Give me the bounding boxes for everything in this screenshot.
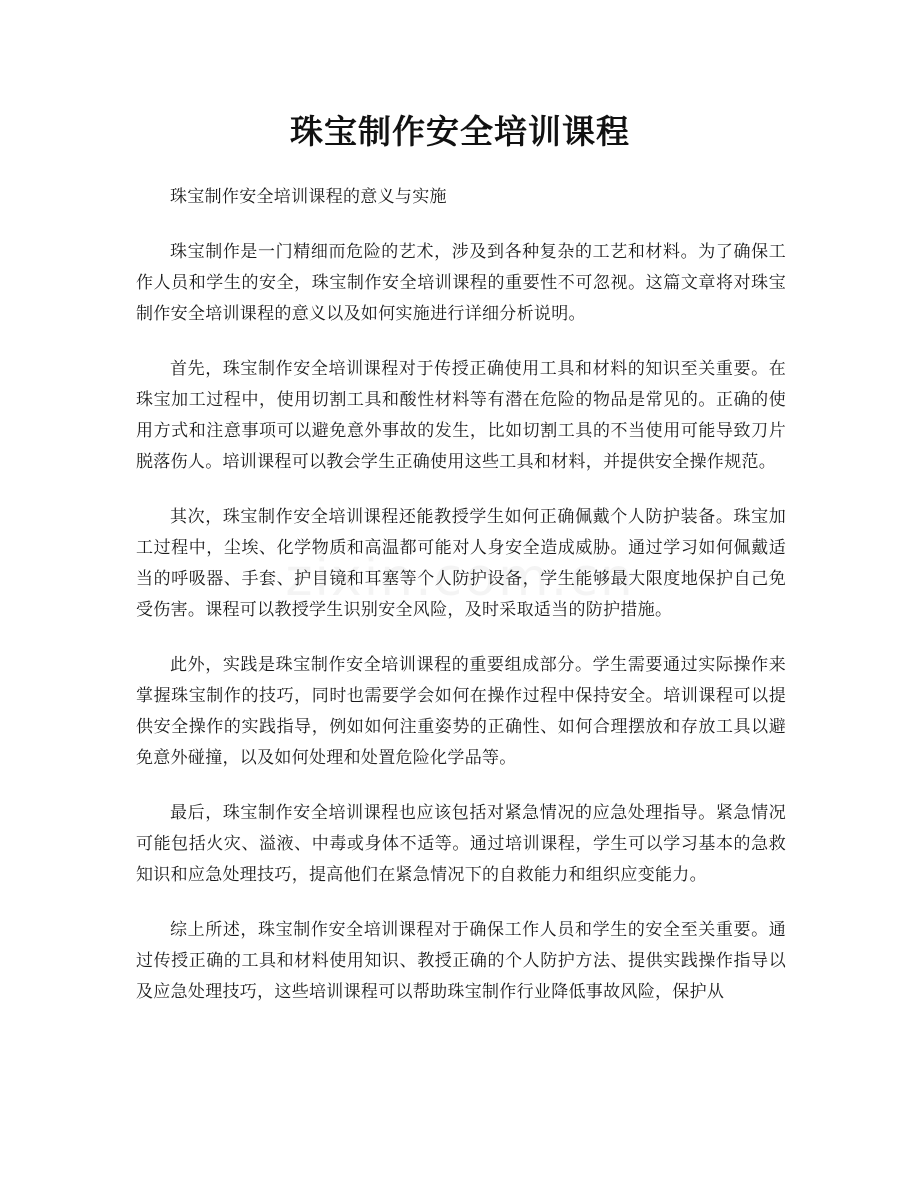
paragraph-second: 其次，珠宝制作安全培训课程还能教授学生如何正确佩戴个人防护装备。珠宝加工过程中，尘埃、化学物质和高温都可能对人身安全造成威胁。通过学习如何佩戴适当的呼吸器、手套、护目镜和耳塞等个人防护设备，学生能够最大限度地保护自己免受伤害。课程可以教授学生识别安全风险，及时采取适当的防护措施。 [136, 507, 786, 620]
paragraph-conclusion: 综上所述，珠宝制作安全培训课程对于确保工作人员和学生的安全至关重要。通过传授正确的工具和材料使用知识、教授正确的个人防护方法、提供实践操作指导以及应急处理技巧，这些培训课程可以帮助珠宝制作行业降低事故风险，保护从 [136, 920, 786, 1002]
subtitle-paragraph: 珠宝制作安全培训课程的意义与实施 [170, 187, 447, 207]
paragraph-fourth: 最后，珠宝制作安全培训课程也应该包括对紧急情况的应急处理指导。紧急情况可能包括火灾、溢液、中毒或身体不适等。通过培训课程，学生可以学习基本的急救知识和应急处理技巧，提高他们在紧急情况下的自救能力和组织应变能力。 [136, 803, 786, 885]
paragraph-intro: 珠宝制作是一门精细而危险的艺术，涉及到各种复杂的工艺和材料。为了确保工作人员和学生的安全，珠宝制作安全培训课程的重要性不可忽视。这篇文章将对珠宝制作安全培训课程的意义以及如何实施进行详细分析说明。 [136, 242, 786, 324]
document-body [136, 182, 786, 1032]
paragraph-third: 此外，实践是珠宝制作安全培训课程的重要组成部分。学生需要通过实际操作来掌握珠宝制作的技巧，同时也需要学会如何在操作过程中保持安全。培训课程可以提供安全操作的实践指导，例如如何注重姿势的正确性、如何合理摆放和存放工具以避免意外碰撞，以及如何处理和处置危险化学品等。 [136, 655, 786, 768]
document-title: 珠宝制作安全培训课程 [290, 112, 630, 151]
paragraph-first: 首先，珠宝制作安全培训课程对于传授正确使用工具和材料的知识至关重要。在珠宝加工过程中，使用切割工具和酸性材料等有潜在危险的物品是常见的。正确的使用方式和注意事项可以避免意外事故的发生，比如切割工具的不当使用可能导致刀片脱落伤人。培训课程可以教会学生正确使用这些工具和材料，并提供安全操作规范。 [136, 359, 786, 472]
